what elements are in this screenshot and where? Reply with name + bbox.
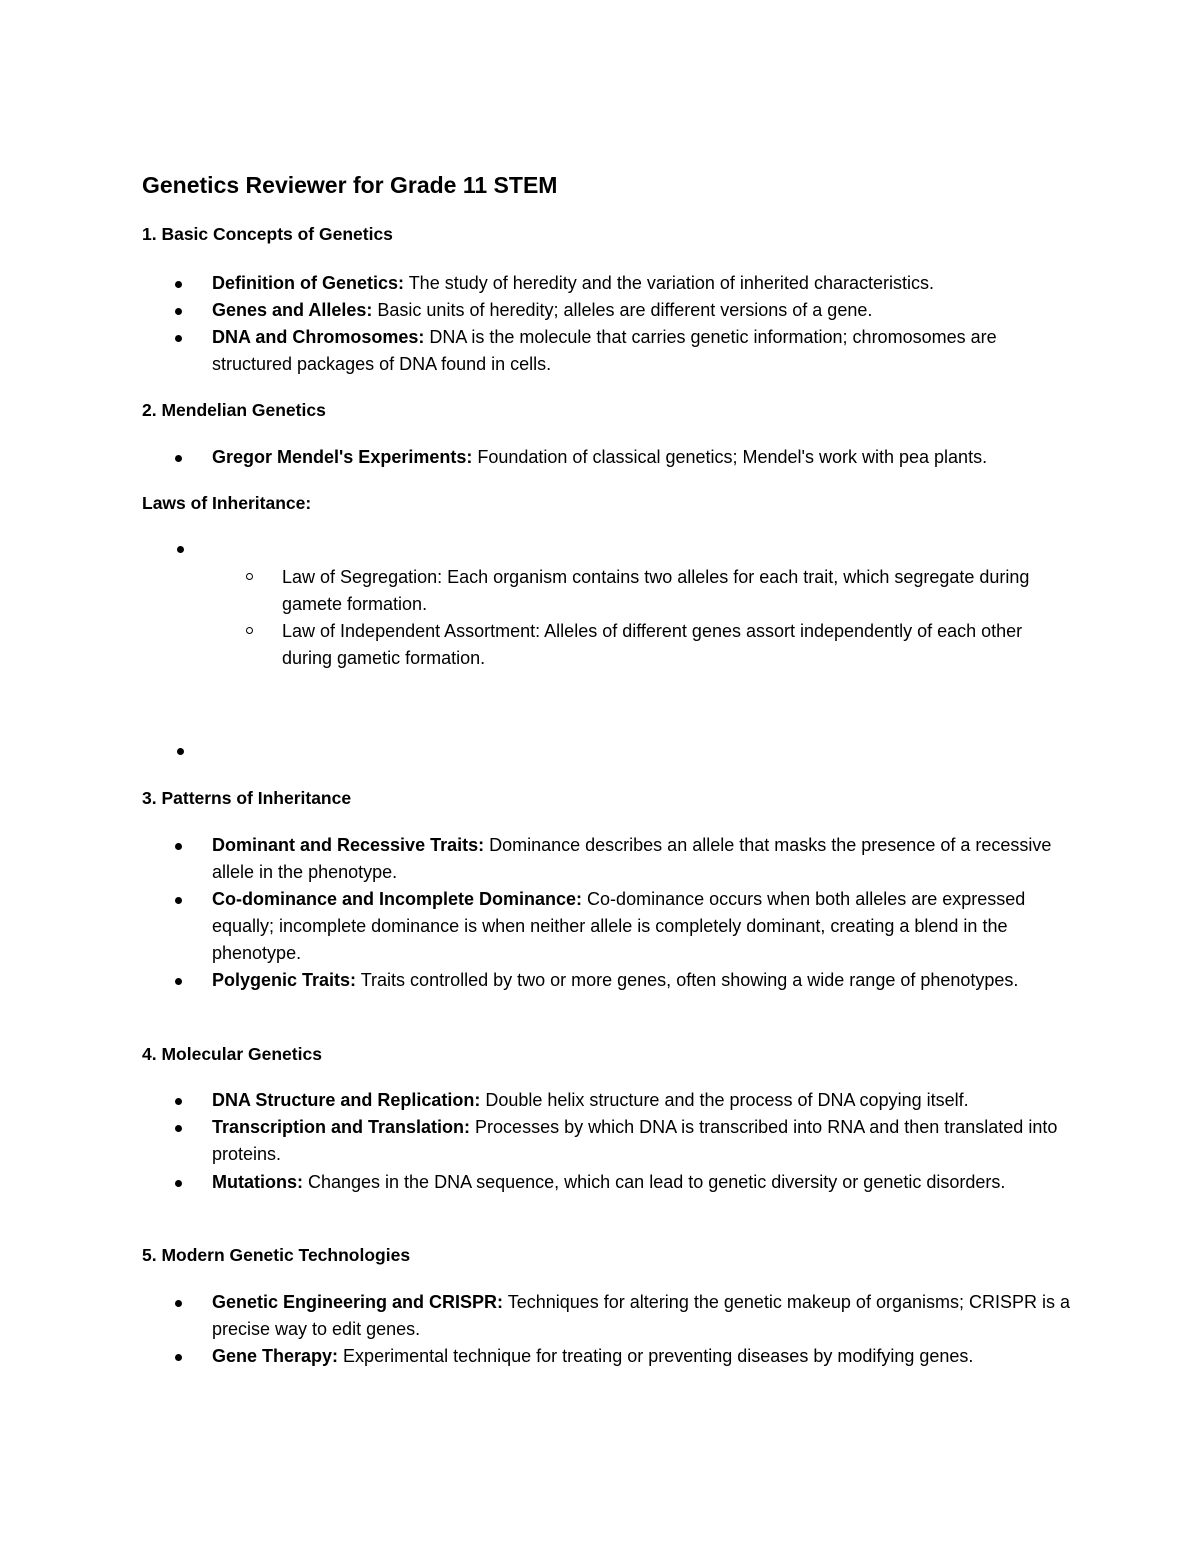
definition: Co-dominance occurs when both alleles are expressed equally; incomplete dominance is when neither allele is completely dominant, creating a blend in the phenotype. <box>212 889 1026 963</box>
bullet-icon <box>175 455 182 462</box>
list-item <box>212 270 1072 297</box>
section-heading-basic-concepts: 1. Basic Concepts of Genetics <box>142 224 393 244</box>
section-heading-molecular: 4. Molecular Genetics <box>142 1044 322 1064</box>
bullet-icon <box>175 1125 182 1132</box>
section-heading-modern: 5. Modern Genetic Technologies <box>142 1245 411 1265</box>
bullet-icon <box>175 843 182 850</box>
term: DNA Structure and Replication: <box>212 1090 481 1110</box>
term: Dominant and Recessive Traits: <box>212 835 485 855</box>
bullet-icon <box>175 1300 182 1307</box>
definition: Double helix structure and the process of DNA copying itself. <box>480 1090 969 1110</box>
law-text: Law of Independent Assortment: Alleles of different genes assort independently of each other during gametic formation. <box>282 621 1023 668</box>
term: Gregor Mendel's Experiments: <box>212 447 473 467</box>
section-heading-mendelian: 2. Mendelian Genetics <box>142 400 326 420</box>
definition: Traits controlled by two or more genes, often showing a wide range of phenotypes. <box>356 970 1019 990</box>
law-text: Law of Segregation: Each organism contains two alleles for each trait, which segregate during gamete formation. <box>282 567 1030 614</box>
sub-list-item <box>282 564 1072 618</box>
term: Genetic Engineering and CRISPR: <box>212 1292 504 1312</box>
bullet-icon <box>175 1354 182 1361</box>
bullet-icon <box>175 335 182 342</box>
list-item <box>212 886 1072 967</box>
term: Polygenic Traits: <box>212 970 357 990</box>
list-item <box>212 1087 1072 1114</box>
list-item <box>212 1343 1072 1370</box>
bullet-icon <box>175 897 182 904</box>
term: Definition of Genetics: <box>212 273 405 293</box>
list-item <box>212 1289 1072 1343</box>
bullet-icon <box>175 1180 182 1187</box>
list-item <box>212 832 1072 886</box>
bullet-icon <box>177 748 184 755</box>
definition: Basic units of heredity; alleles are different versions of a gene. <box>372 300 873 320</box>
bullet-icon <box>175 978 182 985</box>
list-item <box>212 444 1072 471</box>
document-title: Genetics Reviewer for Grade 11 STEM <box>142 172 558 198</box>
term: DNA and Chromosomes: <box>212 327 425 347</box>
definition: Foundation of classical genetics; Mendel's work with pea plants. <box>472 447 988 467</box>
hollow-bullet-icon <box>246 573 253 580</box>
definition: Changes in the DNA sequence, which can lead to genetic diversity or genetic disorders. <box>302 1172 1006 1192</box>
bullet-icon <box>175 1098 182 1105</box>
list-item <box>212 967 1072 994</box>
definition: Techniques for altering the genetic makeup of organisms; CRISPR is a precise way to edit genes. <box>212 1292 1071 1339</box>
bullet-icon <box>177 546 184 553</box>
definition: Experimental technique for treating or preventing diseases by modifying genes. <box>338 1346 974 1366</box>
term: Gene Therapy: <box>212 1346 339 1366</box>
sub-list-item <box>282 618 1072 672</box>
term: Genes and Alleles: <box>212 300 373 320</box>
hollow-bullet-icon <box>246 627 253 634</box>
section-heading-patterns: 3. Patterns of Inheritance <box>142 788 352 808</box>
section-heading-laws: Laws of Inheritance: <box>142 493 312 513</box>
term: Mutations: <box>212 1172 303 1192</box>
definition: DNA is the molecule that carries genetic information; chromosomes are structured packages of DNA found in cells. <box>212 327 997 374</box>
term: Co-dominance and Incomplete Dominance: <box>212 889 583 909</box>
bullet-icon <box>175 281 182 288</box>
list-item <box>212 1114 1072 1168</box>
list-item <box>212 324 1072 378</box>
term: Transcription and Translation: <box>212 1117 471 1137</box>
list-item <box>212 297 1072 324</box>
definition: Dominance describes an allele that masks the presence of a recessive allele in the phenotype. <box>212 835 1052 882</box>
bullet-icon <box>175 308 182 315</box>
list-item <box>212 1169 1072 1196</box>
definition: Processes by which DNA is transcribed into RNA and then translated into proteins. <box>212 1117 1058 1164</box>
definition: The study of heredity and the variation of inherited characteristics. <box>404 273 934 293</box>
